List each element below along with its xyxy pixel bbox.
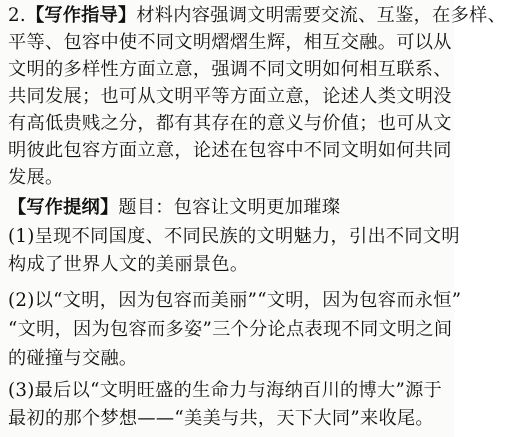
guidance-line-3: 文明的多样性方面立意，强调不同文明如何相互联系、 — [8, 59, 452, 80]
guidance-line-7: 发展。 — [8, 167, 64, 188]
guidance-line-6: 明彼此包容方面立意，论述在包容中不同文明如何共同 — [8, 140, 452, 161]
guidance-line-2: 平等、包容中使不同文明熠熠生辉，相互交融。可以从 — [8, 32, 452, 53]
guidance-text-1: 材料内容强调文明需要交流、互鉴，在多样、 — [136, 5, 506, 26]
outline-heading-line — [8, 196, 340, 220]
outline-item-1-line-1: (1)呈现不同国度、不同民族的文明魅力，引出不同文明 — [8, 226, 460, 247]
outline-item-2-line-1: (2)以“文明，因为包容而美丽”“文明，因为包容而永恒” — [8, 290, 462, 311]
outline-item-3-line-2: 最初的那个梦想——“美美与共，天下大同”来收尾。 — [8, 408, 434, 429]
guidance-line-5: 有高低贵贱之分，都有其存在的意义与价值；也可从文 — [8, 113, 452, 134]
outline-item-1-line-2: 构成了世界人文的美丽景色。 — [8, 254, 249, 275]
guidance-line-4: 共同发展；也可从文明平等方面立意，论述人类文明没 — [8, 86, 452, 107]
outline-item-3-line-1: (3)最后以“文明旺盛的生命力与海纳百川的博大”源于 — [8, 380, 443, 401]
guidance-label: 【写作指导】 — [25, 5, 137, 26]
section-number: 2. — [8, 5, 26, 26]
outline-item-2-line-2: “文明，因为包容而多姿”三个分论点表现不同文明之间 — [8, 319, 453, 340]
guidance-line-1 — [8, 4, 506, 28]
outline-title-text: 题目：包容让文明更加璀璨 — [118, 197, 341, 218]
outline-label: 【写作提纲】 — [8, 197, 119, 218]
outline-item-2-line-3: 的碰撞与交融。 — [8, 348, 138, 369]
